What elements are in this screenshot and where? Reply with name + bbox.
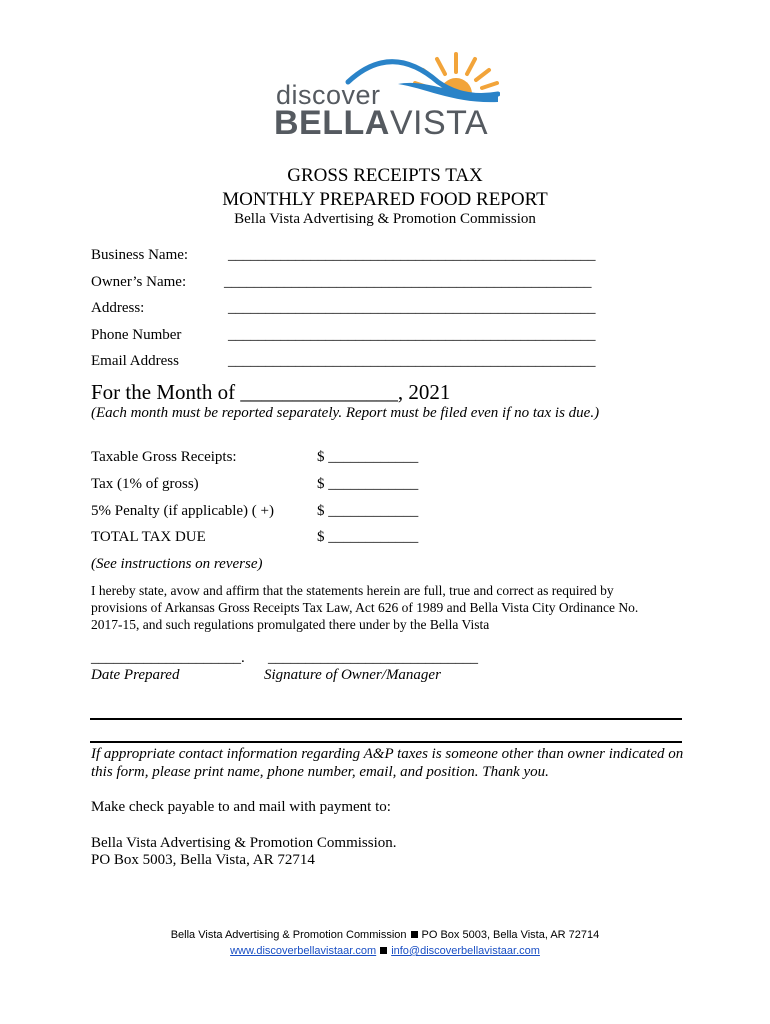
total-tax-label: TOTAL TAX DUE [91,529,206,545]
address-label: Address: [91,300,145,316]
taxable-gross-label: Taxable Gross Receipts: [91,449,237,465]
business-name-field[interactable]: _________________________________________________ [228,247,596,263]
footer-org: Bella Vista Advertising & Promotion Commission [170,929,407,941]
month-note: (Each month must be reported separately. Report must be filed even if no tax is due.) [91,405,600,421]
month-field[interactable]: For the Month of _______________, 2021 [91,380,451,404]
form-title-line2: MONTHLY PREPARED FOOD REPORT [222,189,548,210]
form-title-line1: GROSS RECEIPTS TAX [287,165,483,186]
date-prepared-line[interactable]: ____________________. [91,650,245,666]
email-link[interactable]: info@discoverbellavistaar.com [391,945,540,957]
contact-info-line-1[interactable] [90,718,682,720]
tax-label: Tax (1% of gross) [91,476,199,492]
phone-field[interactable]: _________________________________________________ [228,327,596,343]
penalty-label: 5% Penalty (if applicable) ( +) [91,503,274,519]
signature-line[interactable]: ____________________________ [268,650,478,666]
payment-address-line2: PO Box 5003, Bella Vista, AR 72714 [91,852,315,868]
logo-bellavista-text: BELLAVISTA [274,104,489,142]
footer-address [0,929,770,941]
bella-vista-logo [270,44,500,144]
tax-field[interactable]: $ ____________ [317,476,419,492]
owner-name-field[interactable]: _________________________________________________ [224,274,592,290]
address-field[interactable]: _________________________________________________ [228,300,596,316]
phone-label: Phone Number [91,327,182,343]
email-field[interactable]: _________________________________________________ [228,353,596,369]
payment-address-line1: Bella Vista Advertising & Promotion Commission. [91,835,397,851]
logo-discover-text: discover [276,80,381,110]
business-name-label: Business Name: [91,247,189,263]
form-subtitle: Bella Vista Advertising & Promotion Commission [234,211,536,227]
instructions-note: (See instructions on reverse) [91,556,263,572]
date-prepared-label: Date Prepared [91,667,180,683]
email-label: Email Address [91,353,179,369]
affirmation-text: I hereby state, avow and affirm that the statements herein are full, true and correct as required by provisions of Arkansas Gross Receipts Tax Law, Act 626 of 1989 and Bella Vista City Ordinance No. 2017-15, and such regulations promulgated there under by the Bella Vista [91,583,639,632]
taxable-gross-field[interactable]: $ ____________ [317,449,419,465]
contact-note: If appropriate contact information regarding A&P taxes is someone other than owner indicated on this form, please print name, phone number, email, and position. Thank you. [91,746,684,780]
penalty-field[interactable]: $ ____________ [317,503,419,519]
payment-intro: Make check payable to and mail with payment to: [91,799,391,815]
signature-label: Signature of Owner/Manager [264,667,441,683]
footer-links [0,945,770,957]
contact-info-line-2[interactable] [90,741,682,743]
website-link[interactable]: www.discoverbellavistaar.com [230,945,377,957]
square-bullet-icon [411,931,418,938]
footer-po-box: PO Box 5003, Bella Vista, AR 72714 [421,929,600,941]
square-bullet-icon [380,947,387,954]
total-tax-field[interactable]: $ ____________ [317,529,419,545]
owner-name-label: Owner’s Name: [91,274,187,290]
